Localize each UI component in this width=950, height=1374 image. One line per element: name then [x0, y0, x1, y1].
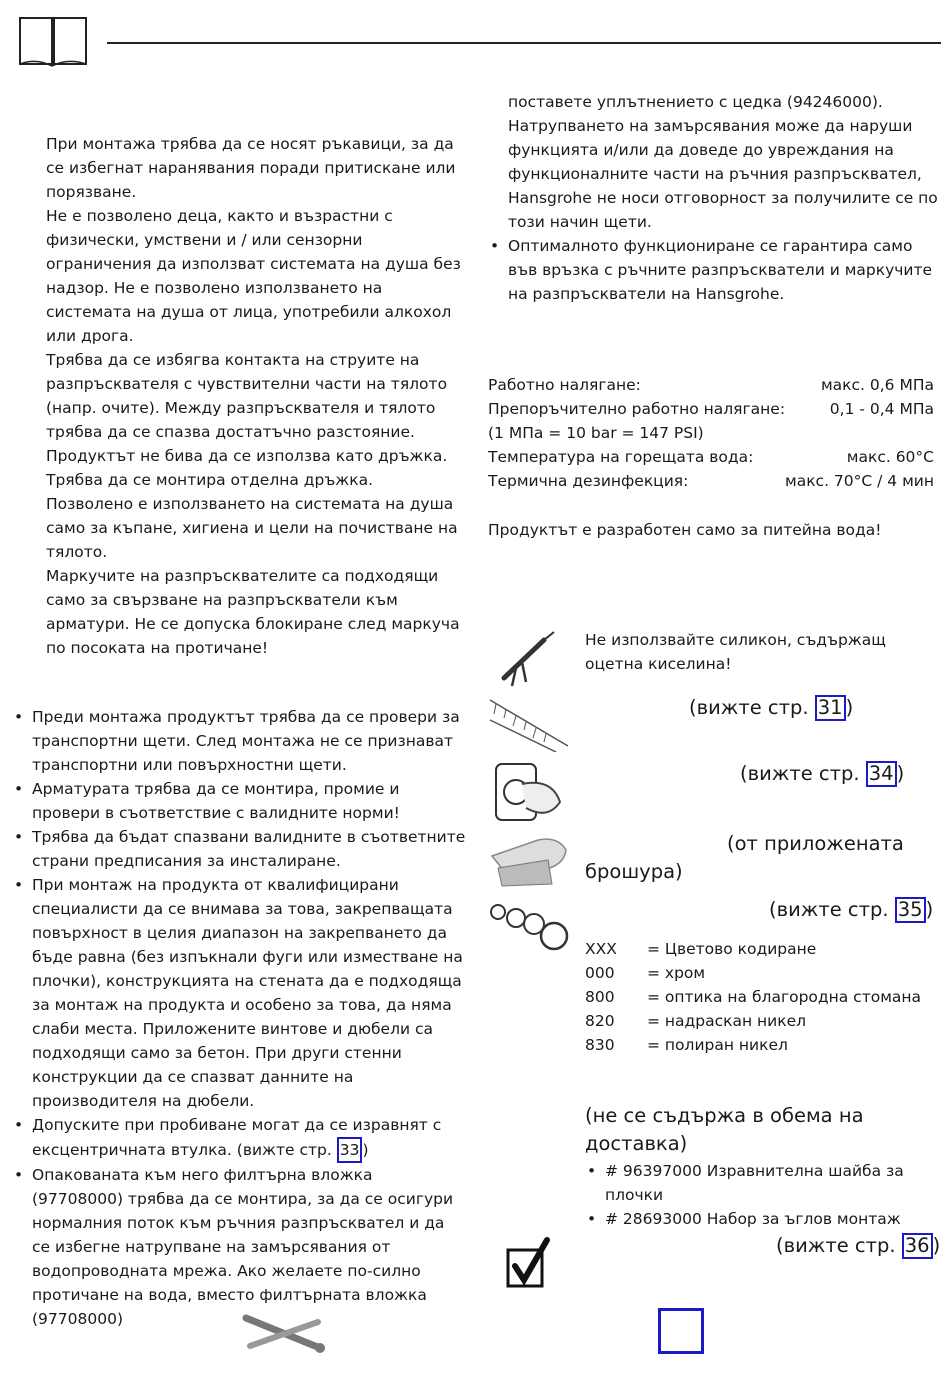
- list-item: • Трябва да бъдат спазвани валидните в съответните страни предписания за инсталиране.: [12, 825, 466, 873]
- page-link-33[interactable]: 33: [337, 1137, 363, 1163]
- spec-label: Препоръчително работно налягане:: [488, 400, 786, 418]
- page-link-36[interactable]: 36: [902, 1233, 933, 1259]
- color-desc: = хром: [647, 964, 706, 982]
- spec-row: [488, 421, 934, 445]
- close-paren: ): [362, 1141, 369, 1159]
- spec-label: (1 МПа = 10 bar = 147 PSI): [488, 424, 704, 442]
- close-paren: ): [932, 1234, 941, 1257]
- close-paren: ): [896, 762, 905, 785]
- ruler-icon: [486, 696, 572, 759]
- color-desc: = полиран никел: [647, 1036, 788, 1054]
- see-page-label: (вижте стр.: [776, 1234, 902, 1257]
- caulk-gun-icon: [496, 628, 558, 695]
- checkmark-icon: [505, 1236, 551, 1297]
- eccentric-text: Допуските при пробиване могат да се изравнят с ексцентричната втулка. (вижте стр.: [32, 1116, 442, 1159]
- specs-table: [488, 373, 934, 493]
- page-link-35[interactable]: 35: [895, 897, 926, 923]
- page-number-box[interactable]: [658, 1308, 704, 1354]
- page-link-31[interactable]: 31: [815, 695, 846, 721]
- close-paren: ): [845, 696, 854, 719]
- spec-label: Температура на горещата вода:: [488, 448, 754, 466]
- hand-cloth-icon: [488, 826, 572, 895]
- book-icon: [18, 14, 88, 77]
- hand-dial-icon: [492, 758, 564, 831]
- color-code-row: [585, 961, 935, 985]
- filter-continued: поставете уплътнението с цедка (94246000). Натрупването на замърсявания може да наруши функцията и/или да доведе до увреждания на функционалните части на ръчния разпръсквател, Hansgrohe не носи отговорност за получилите се по този начин щети.: [508, 93, 938, 231]
- spec-row: [488, 469, 934, 493]
- tools-icon: [240, 1308, 330, 1365]
- list-item: • # 96397000 Изравнителна шайба за плочки: [585, 1159, 935, 1207]
- spec-label: Работно налягане:: [488, 376, 641, 394]
- brochure-note: (от приложената брошура): [585, 832, 904, 883]
- list-item: • Арматурата трябва да се монтира, промие и провери в съответствие с валидните норми!: [12, 777, 466, 825]
- list-item: • Преди монтажа продуктът трябва да се провери за транспортни щети. След монтажа не се признават транспортни или повърхностни щети.: [12, 705, 466, 777]
- color-code: 830: [585, 1036, 615, 1054]
- install-section: [12, 705, 466, 1331]
- safety-paragraph: Маркучите на разпръсквателите са подходящи само за свързване на разпръскватели към арматури. Не се допуска блокиране след маркуча по посоката на протичане!: [46, 567, 460, 657]
- safety-section: [46, 132, 464, 660]
- see-page-label: (вижте стр.: [689, 696, 815, 719]
- see-page-label: (вижте стр.: [769, 898, 895, 921]
- accessory-list: [585, 1159, 935, 1231]
- safety-paragraph: Продуктът не бива да се използва като дръжка. Трябва да се монтира отделна дръжка.: [46, 447, 448, 489]
- spec-row: [488, 373, 934, 397]
- spec-row: [488, 397, 934, 421]
- spare-parts-icon: [488, 896, 574, 961]
- spec-value: макс. 70°C / 4 мин: [785, 472, 934, 490]
- color-code: XXX: [585, 940, 617, 958]
- close-paren: ): [925, 898, 934, 921]
- see-page-row: [689, 694, 853, 722]
- see-page-row: [769, 896, 933, 924]
- safety-paragraph: Позволено е използването на системата на душа само за къпане, хигиена и цели на почистване на тялото.: [46, 495, 458, 561]
- color-desc: = надраскан никел: [647, 1012, 807, 1030]
- color-code-row: [585, 937, 935, 961]
- see-page-label: (вижте стр.: [740, 762, 866, 785]
- list-item: • Оптималното функциониране се гарантира само във връзка с ръчните разпръскватели и маркучите на разпръскватели на Hansgrohe.: [488, 234, 940, 306]
- header-rule: [107, 42, 941, 44]
- spec-value: 0,1 - 0,4 МПа: [829, 400, 934, 418]
- spec-value: макс. 0,6 МПа: [820, 376, 934, 394]
- safety-paragraph: Трябва да се избягва контакта на струите на разпръсквателя с чувствителни части на тялото (напр. очите). Между разпръсквателя и тялото трябва да се спазва достатъчно разстояние.: [46, 351, 448, 441]
- list-item: • При монтаж на продукта от квалифицирани специалисти да се внимава за това, закрепващата повърхност в целия диапазон на закрепването да бъде равна (без изпъкнали фуги или изместване на плочки), конструкцията на стената да е подходяща за монтаж на продукта и особено за това, да няма слаби места. Приложените винтове и дюбели са подходящи само за бетон. При други стенни конструкции да се спазват данните на производителя на дюбели.: [12, 873, 466, 1113]
- silicone-note: Не използвайте силикон, съдържащ оцетна киселина!: [585, 631, 886, 673]
- color-code-table: [585, 937, 935, 1057]
- color-desc: = оптика на благородна стомана: [647, 988, 922, 1006]
- spec-value: макс. 60°C: [846, 448, 934, 466]
- color-code: 800: [585, 988, 615, 1006]
- see-page-row: [776, 1232, 940, 1260]
- color-code-row: [585, 1033, 935, 1057]
- color-code: 820: [585, 1012, 615, 1030]
- color-code: 000: [585, 964, 615, 982]
- guarantee-item: [488, 234, 940, 306]
- spec-label: Термична дезинфекция:: [488, 472, 689, 490]
- spec-row: [488, 445, 934, 469]
- not-included-note: (не се съдържа в обема на доставка): [585, 1104, 864, 1155]
- drinking-water-note: Продуктът е разработен само за питейна вода!: [488, 521, 882, 539]
- color-code-row: [585, 1009, 935, 1033]
- list-item: [12, 1113, 466, 1163]
- safety-paragraph: Не е позволено деца, както и възрастни с физически, умствени и / или сензорни ограничения да използват системата на душа без надзор. Не е позволено използването на системата на душа от лица, употребили алкохол или дрога.: [46, 207, 461, 345]
- color-code-row: [585, 985, 935, 1009]
- color-desc: = Цветово кодиране: [647, 940, 817, 958]
- safety-paragraph: При монтажа трябва да се носят ръкавици, за да се избегнат наранявания поради притискане или порязване.: [46, 135, 456, 201]
- list-item: • # 28693000 Набор за ъглов монтаж: [585, 1207, 935, 1231]
- see-page-row: [740, 760, 904, 788]
- list-item: • Опакованата към него филтърна вложка (97708000) трябва да се монтира, за да се осигури нормалния поток към ръчния разпръсквател и да се избегне натрупване на замърсявания от водопроводната мрежа. Ако желаете по-силно протичане на вода, вместо филтърната вложка (97708000): [12, 1163, 466, 1331]
- page-link-34[interactable]: 34: [866, 761, 897, 787]
